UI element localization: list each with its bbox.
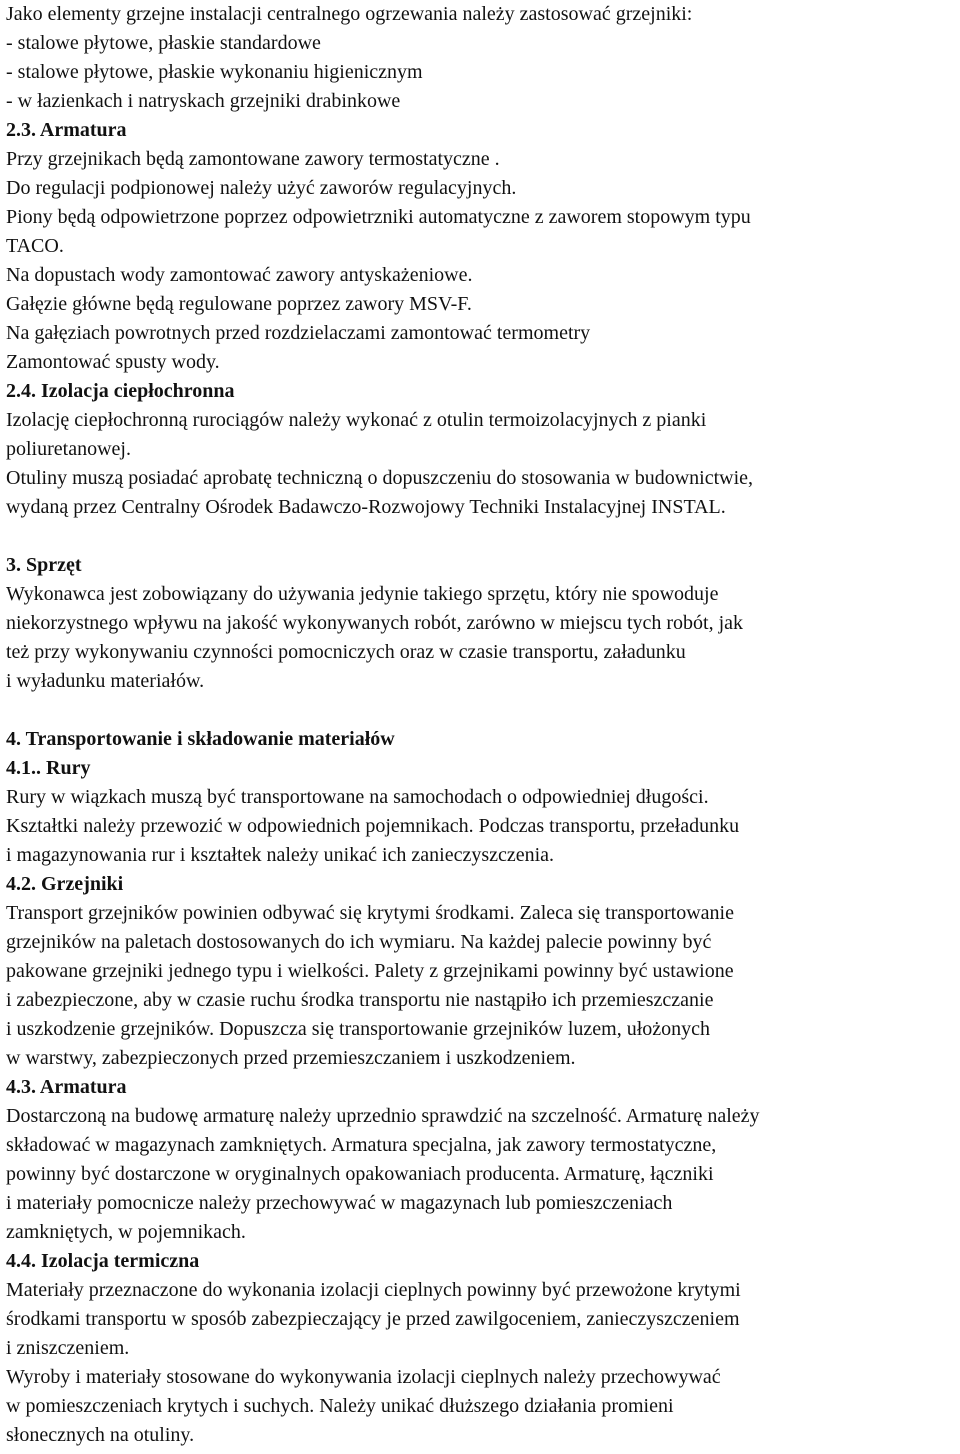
paragraph-line: grzejników na paletach dostosowanych do ich wymiaru. Na każdej palecie powinny być [6,931,712,953]
paragraph-line: Jako elementy grzejne instalacji centralnego ogrzewania należy zastosować grzejniki: [6,3,693,25]
section-heading-4: 4. Transportowanie i składowanie materiałów [6,728,395,750]
paragraph-line: w warstwy, zabezpieczonych przed przemieszczaniem i uszkodzeniem. [6,1047,576,1069]
paragraph-line: Wykonawca jest zobowiązany do używania jedynie takiego sprzętu, który nie spowoduje [6,583,719,605]
paragraph-line: poliuretanowej. [6,438,131,460]
paragraph-line: Rury w wiązkach muszą być transportowane na samochodach o odpowiedniej długości. [6,786,709,808]
paragraph-line: TACO. [6,235,64,257]
paragraph-line: Izolację ciepłochronną rurociągów należy wykonać z otulin termoizolacyjnych z pianki [6,409,707,431]
section-heading-2-4: 2.4. Izolacja ciepłochronna [6,380,235,402]
section-heading-4-3: 4.3. Armatura [6,1076,127,1098]
paragraph-line: Na dopustach wody zamontować zawory antyskażeniowe. [6,264,473,286]
paragraph-line: zamkniętych, w pojemnikach. [6,1221,246,1243]
paragraph-line: Dostarczoną na budowę armaturę należy uprzednio sprawdzić na szczelność. Armaturę należy [6,1105,760,1127]
paragraph-line: i wyładunku materiałów. [6,670,205,692]
section-heading-2-3: 2.3. Armatura [6,119,127,141]
paragraph-line: i materiały pomocnicze należy przechowywać w magazynach lub pomieszczeniach [6,1192,673,1214]
spacer [6,522,954,551]
paragraph-line: Zamontować spusty wody. [6,351,220,373]
paragraph-line: Transport grzejników powinien odbywać się krytymi środkami. Zaleca się transportowanie [6,902,734,924]
section-heading-3: 3. Sprzęt [6,554,82,576]
paragraph-line: Kształtki należy przewozić w odpowiednich pojemnikach. Podczas transportu, przeładunku [6,815,740,837]
paragraph-line: i zabezpieczone, aby w czasie ruchu środka transportu nie nastąpiło ich przemieszczanie [6,989,714,1011]
paragraph-line: Materiały przeznaczone do wykonania izolacji cieplnych powinny być przewożone krytymi [6,1279,741,1301]
paragraph-line: Na gałęziach powrotnych przed rozdzielaczami zamontować termometry [6,322,591,344]
paragraph-line: Piony będą odpowietrzone poprzez odpowietrzniki automatyczne z zaworem stopowym typu [6,206,751,228]
paragraph-line: pakowane grzejniki jednego typu i wielkości. Palety z grzejnikami powinny być ustawione [6,960,734,982]
paragraph-line: i magazynowania rur i kształtek należy unikać ich zanieczyszczenia. [6,844,555,866]
spacer [6,696,954,725]
paragraph-line: Otuliny muszą posiadać aprobatę techniczną o dopuszczeniu do stosowania w budownictwie, [6,467,754,489]
section-heading-4-2: 4.2. Grzejniki [6,873,124,895]
list-item: - w łazienkach i natryskach grzejniki drabinkowe [6,90,401,112]
list-item: - stalowe płytowe, płaskie standardowe [6,32,321,54]
paragraph-line: i zniszczeniem. [6,1337,130,1359]
paragraph-line: składować w magazynach zamkniętych. Armatura specjalna, jak zawory termostatyczne, [6,1134,717,1156]
section-heading-4-1: 4.1.. Rury [6,757,91,779]
paragraph-line: Wyroby i materiały stosowane do wykonywania izolacji cieplnych należy przechowywać [6,1366,721,1388]
paragraph-line: środkami transportu w sposób zabezpieczający je przed zawilgoceniem, zanieczyszczeniem [6,1308,740,1330]
paragraph-line: w pomieszczeniach krytych i suchych. Należy unikać dłuższego działania promieni [6,1395,674,1417]
paragraph-line: powinny być dostarczone w oryginalnych opakowaniach producenta. Armaturę, łączniki [6,1163,714,1185]
paragraph-line: niekorzystnego wpływu na jakość wykonywanych robót, zarówno w miejscu tych robót, jak [6,612,744,634]
paragraph-line: słonecznych na otuliny. [6,1424,195,1446]
paragraph-line: też przy wykonywaniu czynności pomocniczych oraz w czasie transportu, załadunku [6,641,686,663]
paragraph-line: Do regulacji podpionowej należy użyć zaworów regulacyjnych. [6,177,517,199]
list-item: - stalowe płytowe, płaskie wykonaniu higienicznym [6,61,423,83]
section-heading-4-4: 4.4. Izolacja termiczna [6,1250,200,1272]
paragraph-line: i uszkodzenie grzejników. Dopuszcza się transportowanie grzejników luzem, ułożonych [6,1018,711,1040]
paragraph-line: Przy grzejnikach będą zamontowane zawory termostatyczne . [6,148,500,170]
paragraph-line: wydaną przez Centralny Ośrodek Badawczo-Rozwojowy Techniki Instalacyjnej INSTAL. [6,496,726,518]
paragraph-line: Gałęzie główne będą regulowane poprzez zawory MSV-F. [6,293,472,315]
